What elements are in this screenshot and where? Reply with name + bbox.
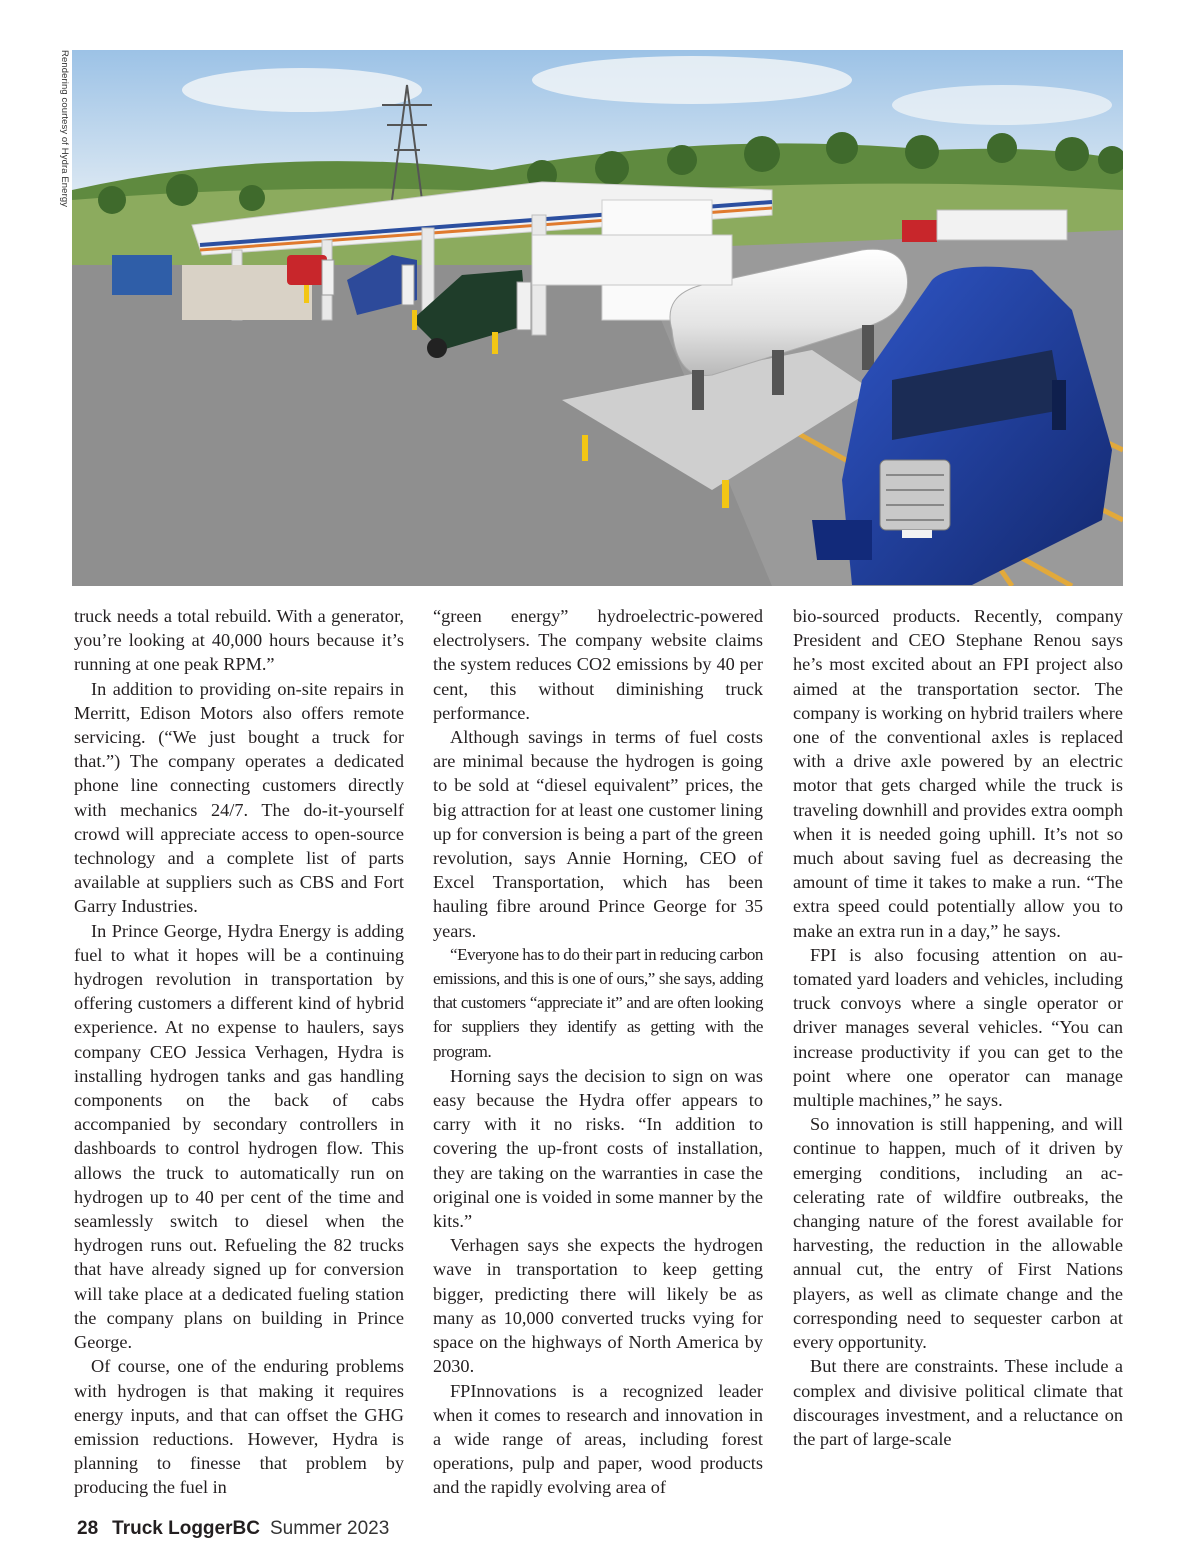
text-column-3 [793, 604, 1123, 1451]
paragraph: But there are constraints. These include a complex and divisive political climate that discourages investment, and a reluctance on the part of large-scale [793, 1356, 1123, 1449]
page-number: 28 [77, 1518, 99, 1539]
paragraph: Horning says the decision to sign on was easy because the Hydra offer appears to carry with it no risks. “In addition to covering the up-front costs of installation, they are taking on the warranties in case the original one is voided in some manner by the kits.” [433, 1065, 764, 1232]
paragraph: FPI is also focusing attention on automated yard loaders and vehicles, including truck convoys where a single operator or driver manages several vehicles. “You can increase productivity if you can get to the point where one operator can manage multiple machines,” he says. [793, 944, 1123, 1111]
hero-image-hydrogen-station [72, 50, 1123, 586]
issue-date: Summer 2023 [269, 1518, 390, 1539]
paragraph: bio-sourced products. Recently, company President and CEO Stephane Renou says he’s most excited about an FPI project also aimed at the transportation sector. The company is working on hybrid trailers where one of the conventional axles is replaced with a drive axle powered by an electric motor that gets charged while the truck is traveling downhill and provides extra oomph when it is needed going uphill. It’s not so much about saving fuel as decreasing the amount of time it takes to make a run. “The extra speed could potentially allow you to make an extra run in a day,” he says. [793, 606, 1123, 941]
paragraph: FPInnovations is a recognized leader when it comes to research and innovation in a wide range of areas, including forest operations, pulp and paper, wood products and the rapidly evolving area of [433, 1380, 763, 1498]
truck-red [287, 255, 327, 285]
text-column-1 [74, 604, 404, 1500]
photo-credit: Rendering courtesy of Hydra Energy [59, 50, 70, 208]
paragraph: truck needs a total rebuild. With a generator, you’re looking at 40,000 hours because it’s running at one peak RPM.” [74, 606, 404, 675]
paragraph: “Everyone has to do their part in reducing carbon emissions, and this is one of ours,” she says, adding that customers “appreciate it” and are often looking for suppliers they identify as getting with the program. [433, 944, 763, 1061]
hydra-trailer [532, 235, 732, 285]
paragraph: Of course, one of the enduring problems with hydrogen is that making it requires energy inputs, and that can offset the GHG emission reductions. However, Hydra is planning to finesse that problem by producing the fuel in [74, 1356, 404, 1498]
text-column-2 [433, 604, 763, 1500]
paragraph: Verhagen says she expects the hydrogen wave in transportation to keep getting bigger, predicting there will likely be as many as 10,000 converted trucks vying for space on the highways of North America by 2030. [433, 1235, 763, 1377]
page-footer [77, 1518, 389, 1540]
paragraph: In addition to providing on-site repairs in Merritt, Edison Motors also offers remote servicing. (“We just bought a truck for that.”) The company operates a dedicated phone line connecting customers directly with mechanics 24/7. The do-it-yourself crowd will appreciate access to open-source technology and a complete list of parts available at suppliers such as CBS and Fort Garry Industries. [74, 678, 404, 917]
magazine-title: Truck LoggerBC [112, 1518, 260, 1539]
paragraph: “green energy” hydroelectric-powered electrolysers. The company website claims the system reduces CO2 emissions by 40 per cent, this without diminishing truck performance. [433, 606, 763, 723]
paragraph: Although savings in terms of fuel costs are minimal because the hydrogen is going to be sold at “diesel equivalent” prices, the big attraction for at least one customer lining up for conversion is being a part of the green revolution, says Annie Horning, CEO of Excel Transportation, which has been hauling fibre around Prince George for 35 years. [433, 727, 763, 941]
paragraph: In Prince George, Hydra Energy is adding fuel to what it hopes will be a continuing hydrogen revolution in transportation by offering customers a different kind of hybrid experience. At no expense to haulers, says company CEO Jessica Verhagen, Hydra is installing hydrogen tanks and gas handling components on the back of cabs accompanied by secondary controllers in dashboards to control hydrogen flow. This allows the truck to automatically run on hydrogen up to 40 per cent of the time and seamlessly switch to diesel when the hydrogen runs out. Refueling the 82 trucks that have already signed up for conversion will take place at a dedicated fueling station the company plans on building in Prince George. [74, 920, 404, 1353]
paragraph: So innovation is still happening, and will continue to happen, much of it driven by emerging conditions, including an accelerating rate of wildfire outbreaks, the changing nature of the forest available for harvesting, the reduction in the allowable annual cut, the entry of First Nations players, as well as climate change and the corresponding need to sequester carbon at every opportunity. [793, 1114, 1123, 1353]
